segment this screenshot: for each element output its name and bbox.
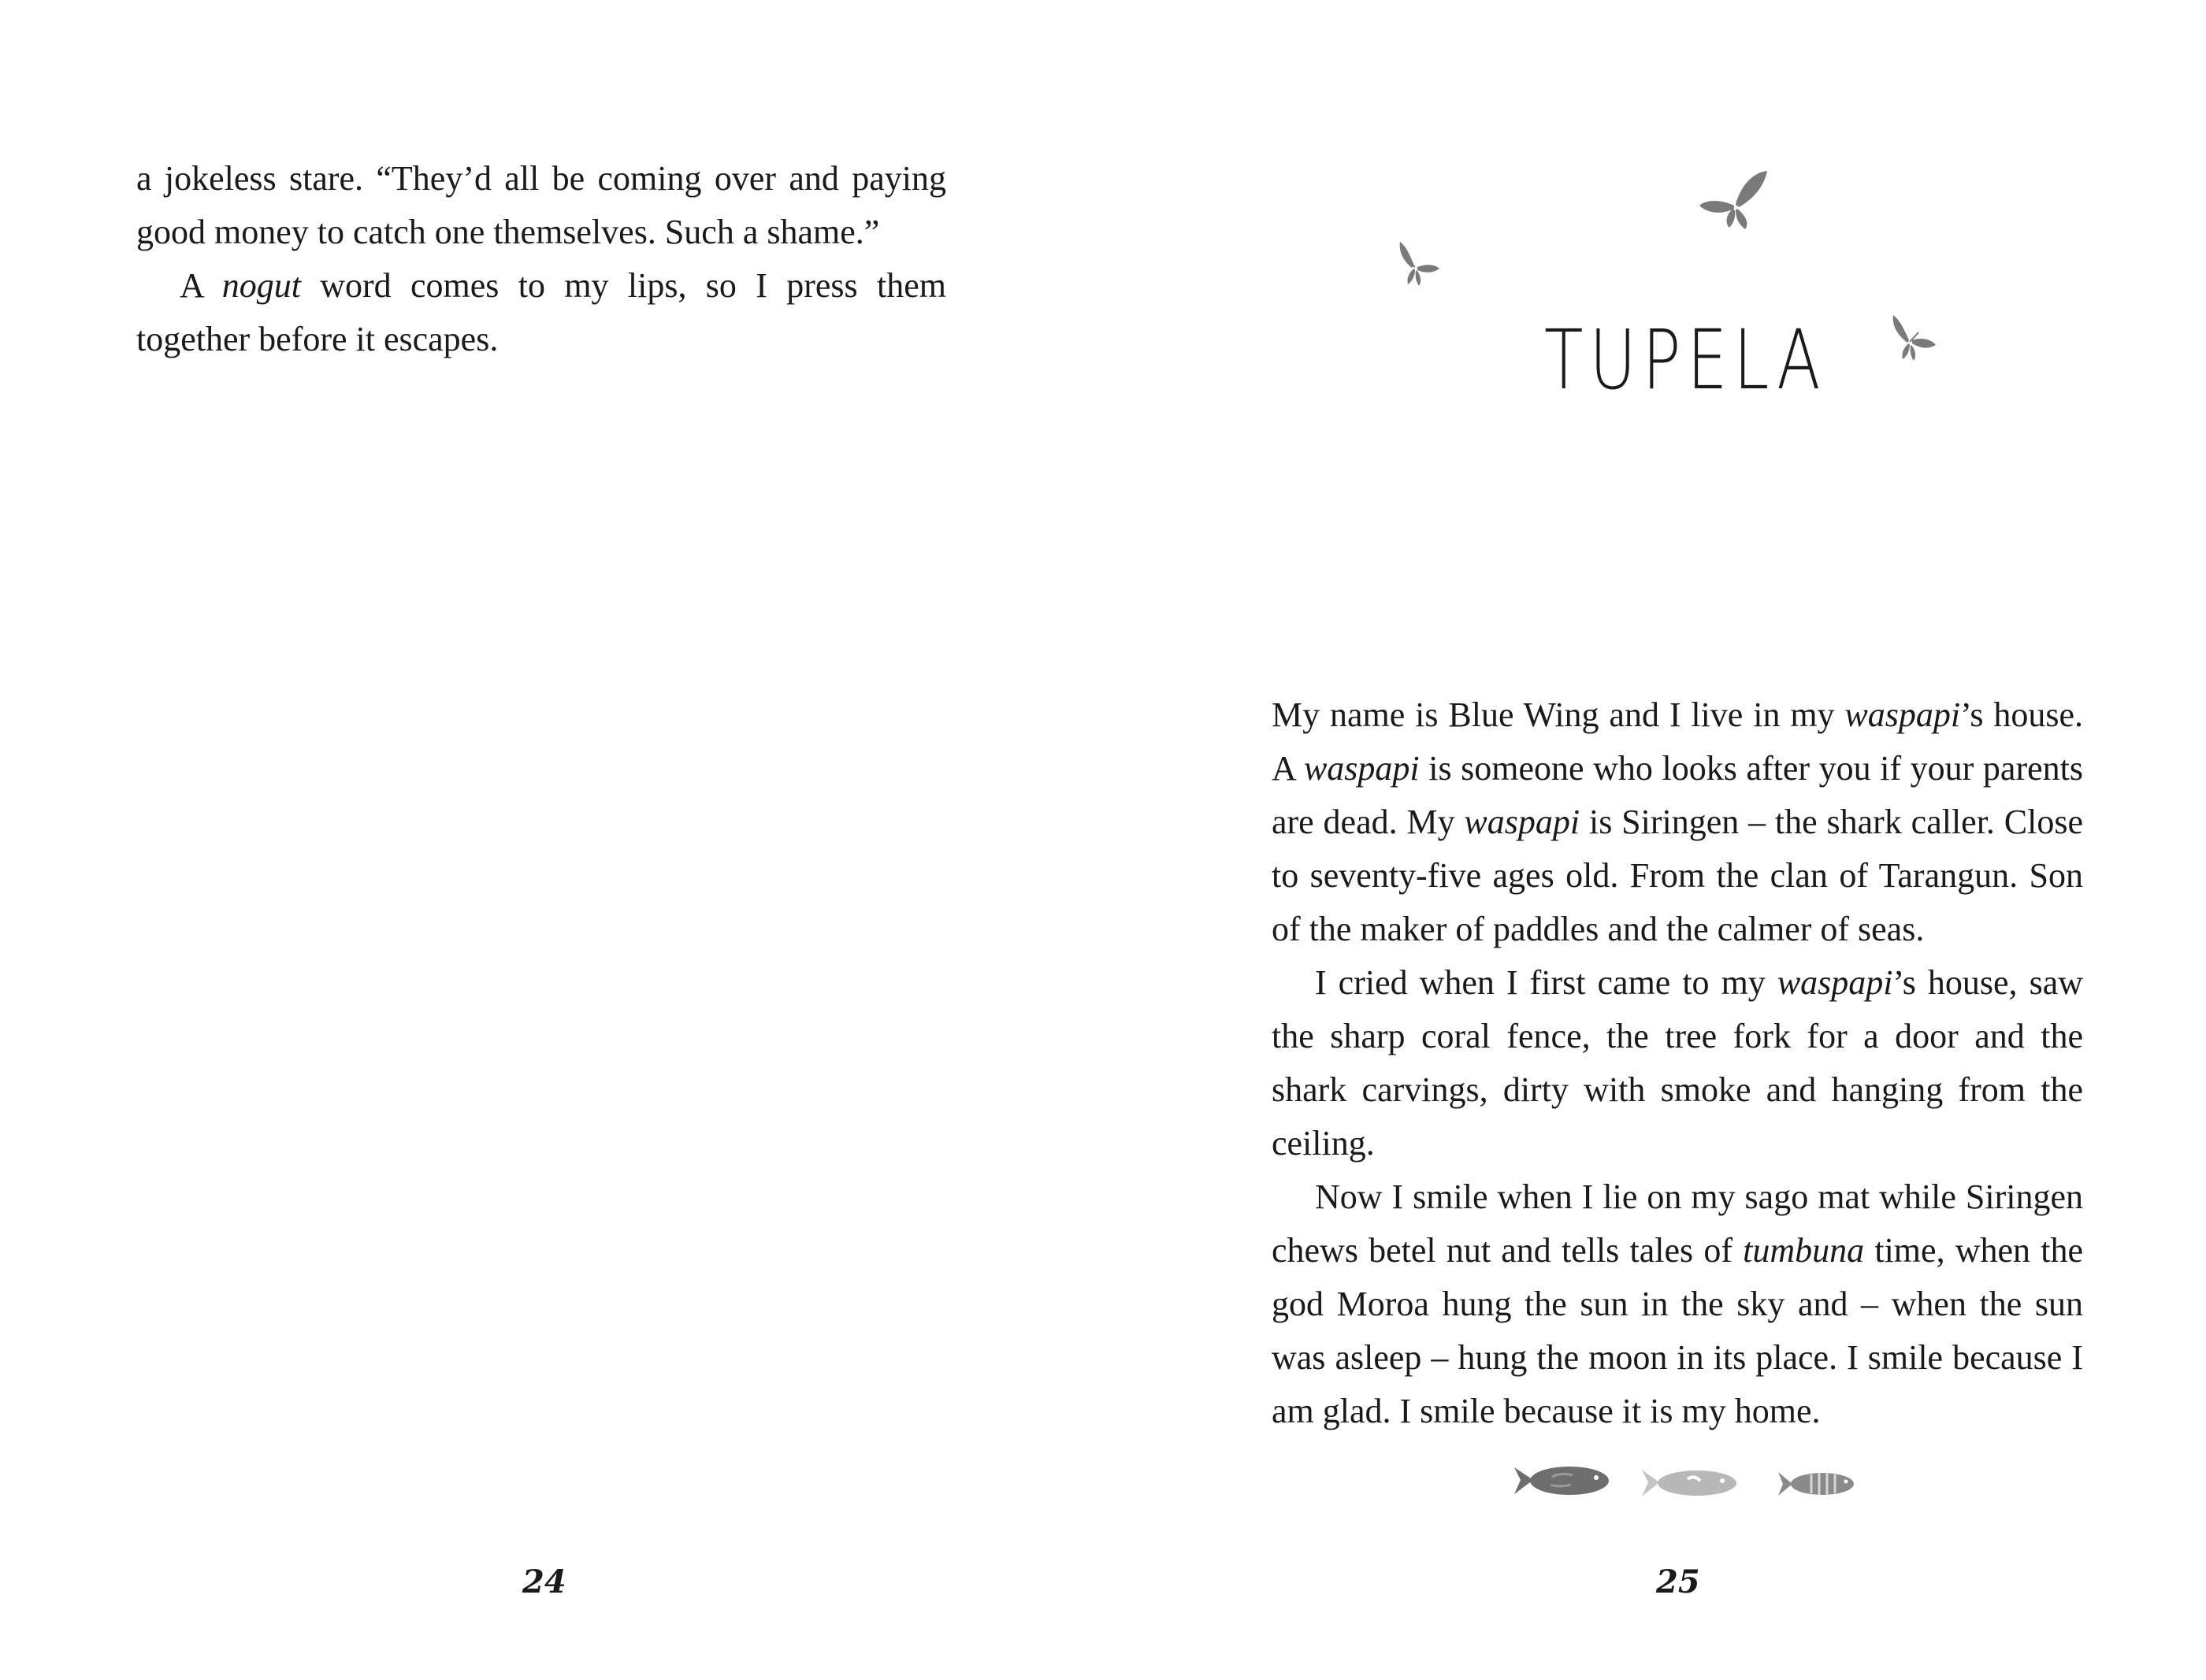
text-run: ’s house. A — [1272, 695, 2083, 788]
italic-term: waspapi — [1777, 963, 1893, 1002]
text-run: ’s house, saw the sharp coral fence, the tree fork for a door and the shark carvings, dirty with smoke and hanging from the ceiling. — [1272, 963, 2083, 1163]
page-number-right: 25 — [1656, 1563, 1700, 1600]
paragraph — [1272, 1170, 2083, 1438]
text-run: My name is Blue Wing and I live in my — [1272, 695, 1845, 734]
moth-icon — [1391, 240, 1442, 287]
text-run: A — [180, 266, 222, 305]
right-page-body — [1272, 688, 2083, 1438]
paragraph — [136, 152, 946, 259]
page-number-left: 24 — [522, 1563, 566, 1600]
italic-term: waspapi — [1303, 749, 1420, 788]
text-run: is someone who looks after you if your parents are dead. My — [1272, 749, 2083, 841]
left-page-body — [136, 152, 946, 366]
chapter-title: TUPELA — [1544, 312, 1827, 408]
fish-icon — [1640, 1467, 1739, 1500]
moth-icon — [1887, 313, 1938, 362]
text-run: Now I smile when I lie on my sago mat while Siringen chews betel nut and tells tales of — [1272, 1177, 2083, 1270]
text-run: I cried when I first came to my — [1315, 963, 1777, 1002]
moth-icon — [1698, 169, 1773, 232]
fish-icon — [1513, 1461, 1611, 1500]
text-run: is Siringen – the shark caller. Close to seventy-five ages old. From the clan of Tarangun. Son of the maker of paddles and the calmer of seas. — [1272, 803, 2083, 948]
text-run: time, when the god Moroa hung the sun in the sky and – when the sun was asleep – hung the moon in its place. I smile because I am glad. I smile because it is my home. — [1272, 1231, 2084, 1430]
italic-term: nogut — [221, 266, 301, 305]
italic-term: tumbuna — [1743, 1231, 1865, 1270]
italic-term: waspapi — [1464, 803, 1580, 841]
text-run: word comes to my lips, so I press them together before it escapes. — [136, 266, 946, 358]
paragraph — [1272, 688, 2083, 956]
fish-icon — [1777, 1469, 1855, 1499]
paragraph — [1272, 956, 2083, 1170]
italic-term: waspapi — [1844, 695, 1961, 734]
text-run: a jokeless stare. “They’d all be coming over and paying good money to catch one themselves. Such a shame.” — [136, 159, 946, 251]
paragraph — [136, 259, 946, 366]
